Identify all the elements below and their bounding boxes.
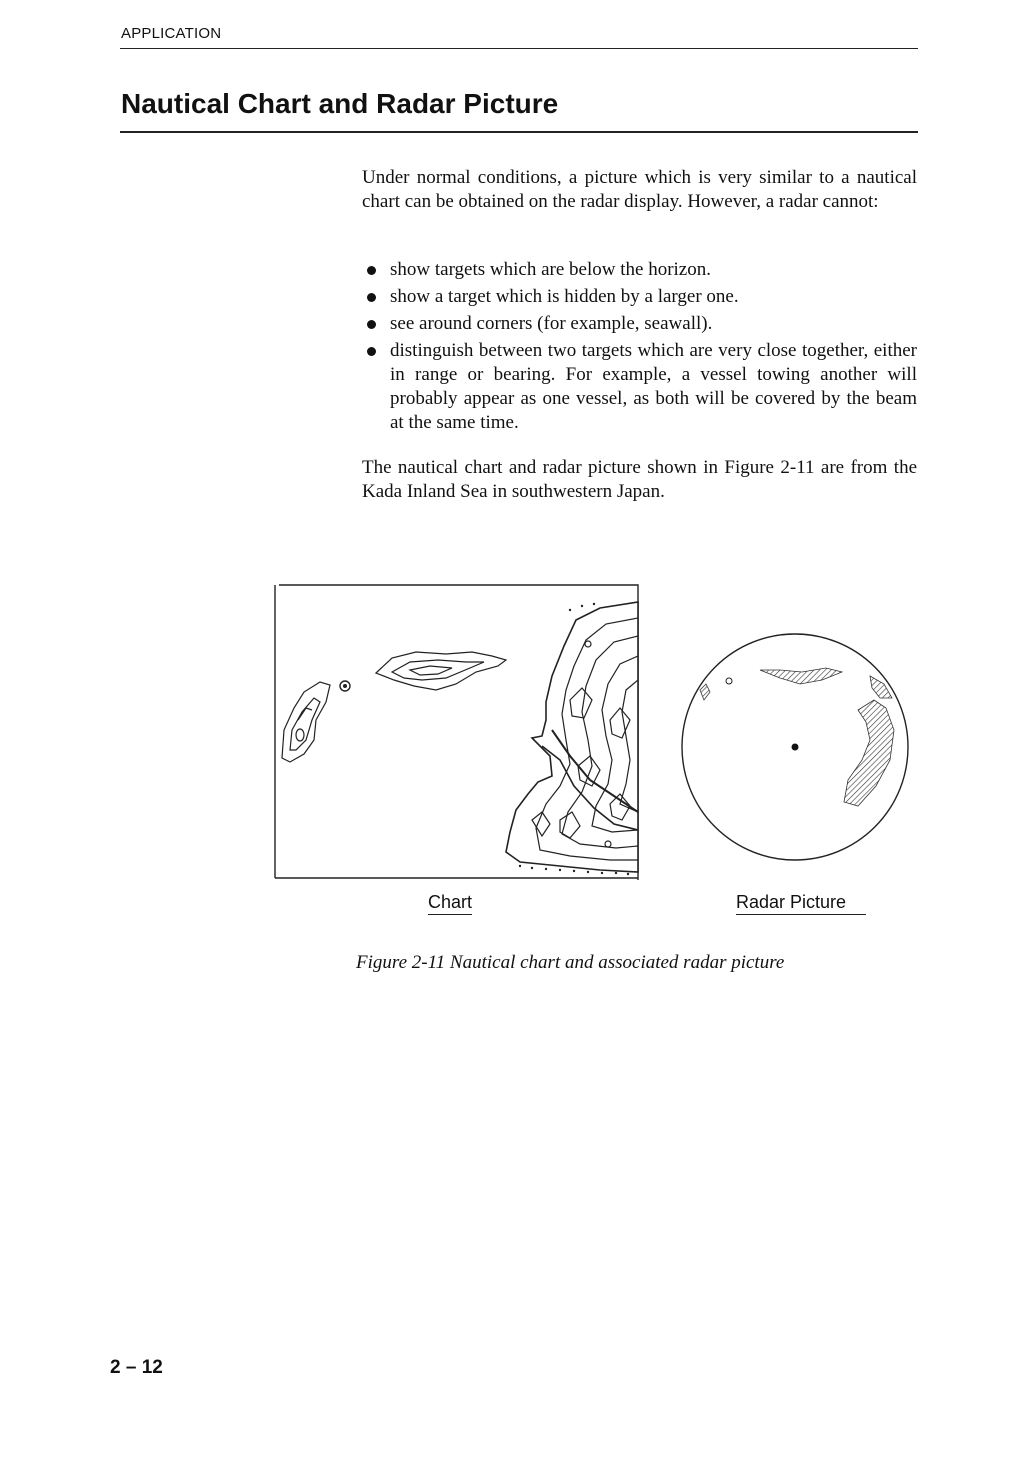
figure-caption: Figure 2-11 Nautical chart and associated radar picture: [356, 952, 785, 973]
intro-paragraph: Under normal conditions, a picture which is very similar to a nautical chart can be obtained on the radar display. However, a radar cannot:: [362, 167, 917, 212]
west-island: [282, 682, 330, 762]
radar-label: Radar Picture: [736, 892, 866, 915]
list-item: [362, 258, 917, 282]
figure-illustration: [270, 580, 920, 880]
radar-picture: [682, 634, 908, 860]
bullet-icon: [367, 293, 376, 302]
list-item: [362, 312, 917, 336]
list-item: [362, 339, 917, 435]
islet: [340, 681, 350, 691]
list-item-text: show targets which are below the horizon.: [390, 259, 711, 280]
title-rule: [120, 131, 918, 133]
list-item-text: show a target which is hidden by a larger one.: [390, 286, 739, 307]
central-island: [376, 652, 506, 690]
list-item-text: distinguish between two targets which are very close together, either in range or bearing. For example, a vessel towing another will probably appear as one vessel, as both will be covered by the beam at the same time.: [390, 340, 917, 433]
bullet-icon: [367, 266, 376, 275]
bullet-icon: [367, 320, 376, 329]
page-title: Nautical Chart and Radar Picture: [121, 88, 559, 119]
list-item-text: see around corners (for example, seawall).: [390, 313, 713, 334]
outro-paragraph: The nautical chart and radar picture shown in Figure 2-11 are from the Kada Inland Sea in southwestern Japan.: [362, 457, 917, 502]
chart-label: Chart: [428, 892, 472, 915]
nautical-chart: [275, 585, 638, 880]
own-ship-marker: [792, 744, 799, 751]
running-head: APPLICATION: [121, 25, 222, 42]
page-number: 2 – 12: [110, 1357, 163, 1378]
limitations-list: [362, 258, 917, 438]
list-item: [362, 285, 917, 309]
bullet-icon: [367, 347, 376, 356]
mainland: [506, 602, 638, 872]
header-rule: [120, 48, 918, 49]
